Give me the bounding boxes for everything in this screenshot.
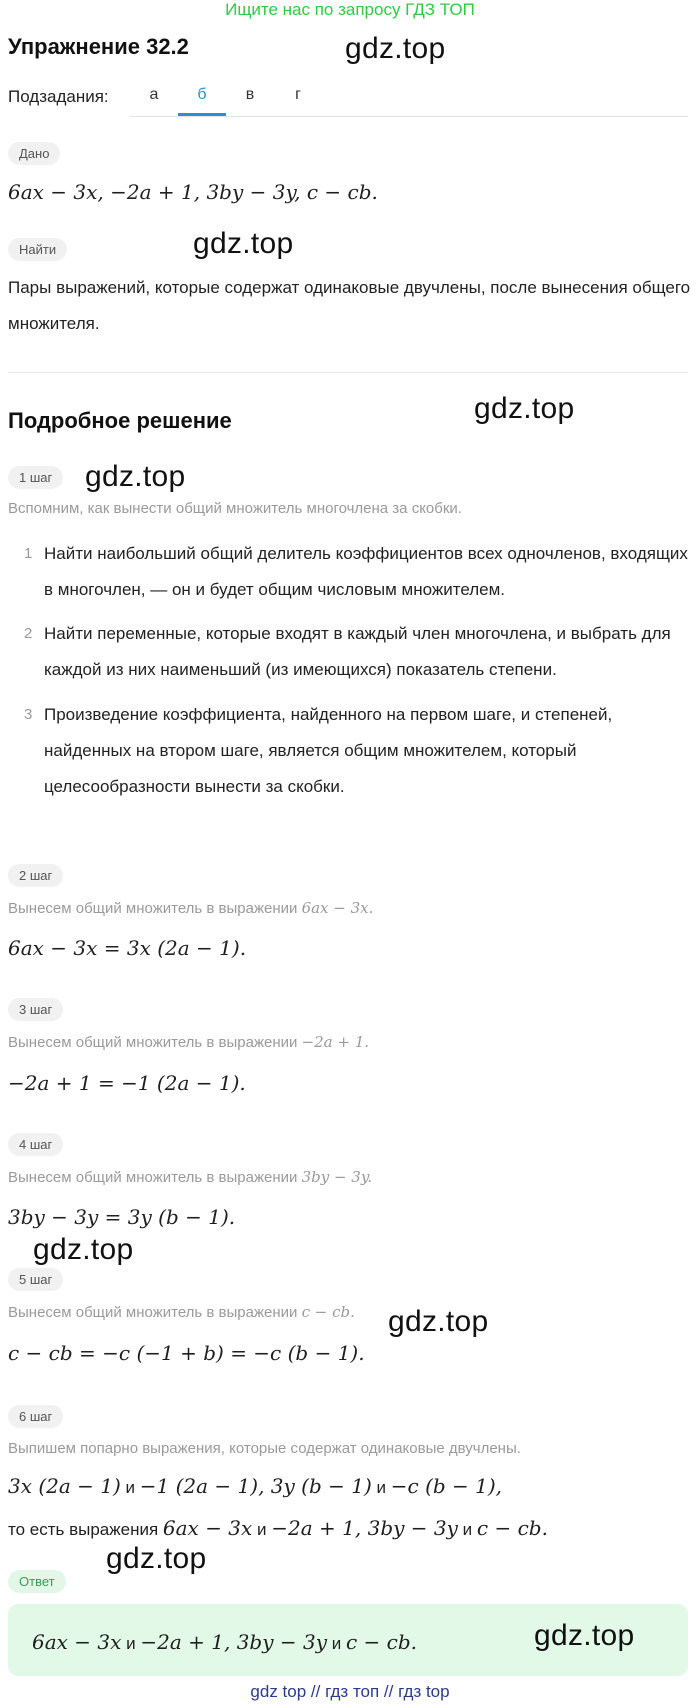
- tab-a[interactable]: а: [149, 86, 159, 103]
- promo-banner[interactable]: Ищите нас по запросу ГДЗ ТОП: [225, 0, 475, 19]
- step-3-intro-expr: −2a + 1.: [301, 1033, 370, 1051]
- list-item: [20, 697, 690, 805]
- step-4-intro: Вынесем общий множитель в выражении 3by − 3y.: [8, 1168, 373, 1186]
- step-3-pill: 3 шаг: [8, 998, 63, 1021]
- step-2-intro-expr: 6ax − 3x.: [301, 899, 374, 917]
- solution-title: Подробное решение: [8, 408, 232, 433]
- watermark: gdz.top: [33, 1233, 134, 1266]
- find-pill: Найти: [8, 238, 67, 261]
- watermark: gdz.top: [474, 392, 575, 425]
- list-number: 2: [24, 625, 33, 642]
- list-item: [20, 536, 690, 608]
- step-4-intro-expr: 3by − 3y.: [301, 1168, 373, 1186]
- step-5-pill: 5 шаг: [8, 1268, 63, 1291]
- list-number: 3: [24, 706, 33, 723]
- watermark: gdz.top: [388, 1305, 489, 1338]
- active-tab-indicator: [178, 113, 226, 116]
- step-6-pill: 6 шаг: [8, 1405, 63, 1428]
- step-2-result: 6ax − 3x = 3x (2a − 1).: [8, 936, 247, 960]
- watermark: gdz.top: [85, 460, 186, 493]
- step-5-result: c − cb = −c (−1 + b) = −c (b − 1).: [8, 1341, 365, 1365]
- list-text: Произведение коэффициента, найденного на первом шаге, и степеней, найденных на втором шаге, является общим множителем, который целесообразности вынести за скобки.: [44, 705, 613, 796]
- step-2-intro: Вынесем общий множитель в выражении 6ax − 3x.: [8, 899, 374, 917]
- watermark: gdz.top: [345, 32, 446, 65]
- list-text: Найти наибольший общий делитель коэффициентов всех одночленов, входящих в многочлен, — он и будет общим числовым множителем.: [44, 544, 688, 599]
- step-1-intro: Вспомним, как вынести общий множитель многочлена за скобки.: [8, 500, 462, 517]
- step-5-intro-expr: c − cb.: [301, 1303, 355, 1321]
- list-number: 1: [24, 545, 33, 562]
- section-divider: [8, 372, 688, 373]
- step-3-intro: Вынесем общий множитель в выражении −2a + 1.: [8, 1033, 370, 1051]
- tab-v[interactable]: в: [245, 86, 255, 103]
- watermark: gdz.top: [534, 1619, 635, 1652]
- step-4-pill: 4 шаг: [8, 1133, 63, 1156]
- answer-text: 6ax − 3x и −2a + 1, 3by − 3y и c − cb.: [32, 1630, 418, 1654]
- footer-links[interactable]: gdz top // гдз топ // гдз top: [250, 1682, 450, 1701]
- watermark: gdz.top: [193, 227, 294, 260]
- given-pill: Дано: [8, 142, 60, 165]
- step-2-pill: 2 шаг: [8, 864, 63, 887]
- answer-pill: Ответ: [8, 1570, 66, 1593]
- list-text: Найти переменные, которые входят в каждый член многочлена, и выбрать для каждой из них наименьший (из имеющихся) показатель степени.: [44, 624, 671, 679]
- step-6-conclusion: то есть выражения 6ax − 3x и −2a + 1, 3by − 3y и c − cb.: [8, 1516, 548, 1540]
- step-6-pairs: 3x (2a − 1) и −1 (2a − 1), 3y (b − 1) и −c (b − 1),: [8, 1474, 503, 1498]
- subtask-tabs: [130, 80, 688, 117]
- subtasks-label: Подзадания:: [8, 87, 109, 106]
- given-expression: 6ax − 3x, −2a + 1, 3by − 3y, c − cb.: [8, 180, 378, 204]
- step-5-intro: Вынесем общий множитель в выражении c − cb.: [8, 1303, 355, 1321]
- tab-b[interactable]: б: [197, 86, 207, 103]
- step-3-result: −2a + 1 = −1 (2a − 1).: [8, 1071, 246, 1095]
- list-item: [20, 616, 690, 688]
- step-4-result: 3by − 3y = 3y (b − 1).: [8, 1205, 236, 1229]
- find-text: Пары выражений, которые содержат одинаковые двучлены, после вынесения общего множителя.: [8, 278, 691, 333]
- tab-g[interactable]: г: [295, 86, 301, 103]
- page-title: Упражнение 32.2: [8, 34, 189, 59]
- watermark: gdz.top: [106, 1542, 207, 1575]
- step-6-intro: Выпишем попарно выражения, которые содержат одинаковые двучлены.: [8, 1440, 521, 1457]
- step-1-pill: 1 шаг: [8, 466, 63, 489]
